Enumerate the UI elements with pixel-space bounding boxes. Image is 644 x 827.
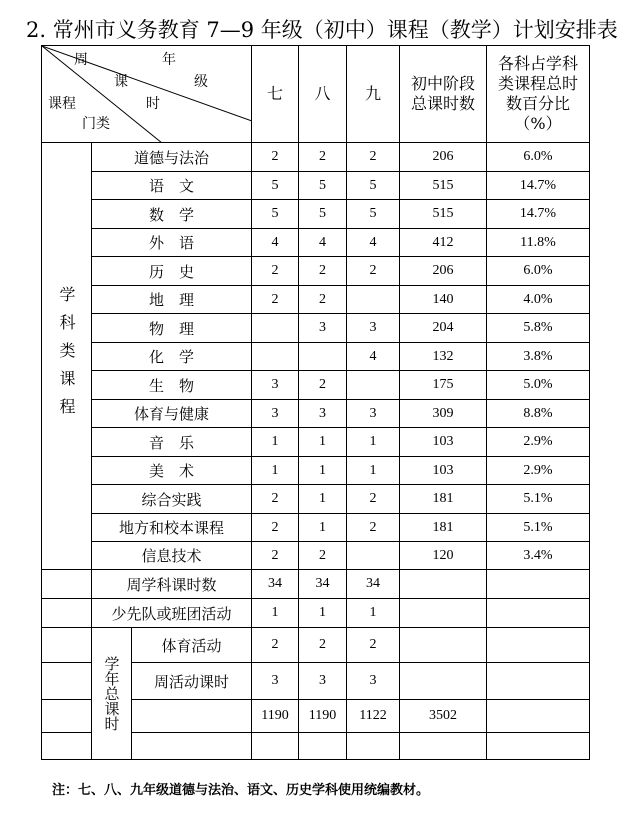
empty-cell	[42, 733, 92, 760]
grade-8-hours: 4	[299, 229, 347, 257]
grade-8-hours: 2	[299, 257, 347, 286]
subject-name: 音 乐	[92, 428, 252, 457]
grade-7-hours: 2	[252, 257, 299, 286]
overall-yearly-total: 3502	[400, 700, 487, 733]
total-hours: 181	[400, 485, 487, 514]
total-hours-header: 初中阶段总课时数	[400, 46, 487, 143]
total-hours: 175	[400, 371, 487, 400]
percent-header: 各科占学科类课程总时数百分比（%）	[487, 46, 590, 143]
total-hours: 309	[400, 400, 487, 428]
corner-label-menlei: 门类	[82, 116, 110, 132]
empty-cell	[132, 700, 252, 733]
grade-9-header: 九	[347, 46, 400, 143]
grade-9-hours: 2	[347, 485, 400, 514]
footnote: 注：七、八、九年级道德与法治、语文、历史学科使用统编教材。	[52, 783, 430, 798]
grade-9-hours: 2	[347, 257, 400, 286]
subject-name: 语 文	[92, 172, 252, 200]
total-hours: 515	[400, 172, 487, 200]
empty-cell	[487, 733, 590, 760]
grade-8-hours	[299, 343, 347, 371]
empty-cell	[487, 599, 590, 628]
pioneer-row	[42, 599, 590, 628]
grade-8-hours: 1	[299, 428, 347, 457]
total-hours: 103	[400, 457, 487, 485]
empty-cell	[132, 733, 252, 760]
empty-cell	[299, 733, 347, 760]
grade-8-hours: 1	[299, 457, 347, 485]
subject-name: 地方和校本课程	[92, 514, 252, 542]
grade-7-header: 七	[252, 46, 299, 143]
grade-7-hours: 2	[252, 143, 299, 172]
grade-8-hours: 2	[299, 286, 347, 314]
yearly-label-cell	[92, 628, 132, 760]
pe-activity-label: 体育活动	[132, 628, 252, 663]
grade-7-hours: 2	[252, 514, 299, 542]
grade-7-hours: 2	[252, 485, 299, 514]
pioneer-label: 少先队或班团活动	[92, 599, 252, 628]
percent: 5.0%	[487, 371, 590, 400]
empty-cell	[487, 663, 590, 700]
grade-7-hours: 3	[252, 400, 299, 428]
grade-7-hours: 1	[252, 457, 299, 485]
grade-9-hours: 5	[347, 200, 400, 229]
percent: 2.9%	[487, 457, 590, 485]
grade-7-hours: 2	[252, 542, 299, 570]
grade-9-hours: 2	[347, 143, 400, 172]
category-label-cell	[42, 143, 92, 570]
grade-8-hours: 1	[299, 514, 347, 542]
weekly-total-row	[42, 570, 590, 599]
grade-8-hours: 1	[299, 599, 347, 628]
empty-cell	[400, 628, 487, 663]
empty-cell	[42, 663, 92, 700]
percent: 11.8%	[487, 229, 590, 257]
empty-cell	[400, 733, 487, 760]
grade-7-hours	[252, 314, 299, 343]
percent: 14.7%	[487, 172, 590, 200]
subject-row	[42, 229, 590, 257]
grade-8-hours: 5	[299, 172, 347, 200]
pe-activity-row	[42, 628, 590, 663]
subject-name: 地 理	[92, 286, 252, 314]
grade-8-hours: 3	[299, 314, 347, 343]
weekly-activity-label: 周活动课时	[132, 663, 252, 700]
percent: 5.8%	[487, 314, 590, 343]
grade-8-hours: 34	[299, 570, 347, 599]
total-hours: 206	[400, 143, 487, 172]
subject-name: 数 学	[92, 200, 252, 229]
grade-9-hours	[347, 371, 400, 400]
grade-7-hours: 4	[252, 229, 299, 257]
percent: 5.1%	[487, 485, 590, 514]
subject-name: 外 语	[92, 229, 252, 257]
grade-7-hours: 2	[252, 286, 299, 314]
percent: 3.8%	[487, 343, 590, 371]
grade-8-hours: 2	[299, 542, 347, 570]
subject-row	[42, 172, 590, 200]
weekly-total-label: 周学科课时数	[92, 570, 252, 599]
subject-row	[42, 371, 590, 400]
grade-8-hours: 3	[299, 400, 347, 428]
diagonal-header-cell	[42, 46, 252, 143]
page-title: 2. 常州市义务教育 7—9 年级（初中）课程（教学）计划安排表	[26, 18, 618, 42]
subject-row	[42, 542, 590, 570]
total-hours: 140	[400, 286, 487, 314]
grade-7-hours: 2	[252, 628, 299, 663]
grade-9-hours: 34	[347, 570, 400, 599]
grade-7-hours: 5	[252, 172, 299, 200]
empty-cell	[487, 628, 590, 663]
grade-9-hours: 4	[347, 229, 400, 257]
percent: 4.0%	[487, 286, 590, 314]
grade-9-hours	[347, 542, 400, 570]
percent: 6.0%	[487, 143, 590, 172]
grade-8-hours: 3	[299, 663, 347, 700]
empty-cell	[400, 599, 487, 628]
curriculum-table	[41, 45, 590, 760]
subject-row	[42, 400, 590, 428]
total-hours: 132	[400, 343, 487, 371]
total-hours: 515	[400, 200, 487, 229]
grade-7-hours: 3	[252, 663, 299, 700]
grade-9-hours: 1	[347, 428, 400, 457]
subject-name: 体育与健康	[92, 400, 252, 428]
yearly-label: 学年总课时	[102, 656, 121, 731]
subject-name: 信息技术	[92, 542, 252, 570]
grade-7-hours: 5	[252, 200, 299, 229]
percent: 2.9%	[487, 428, 590, 457]
grade-8-hours: 2	[299, 628, 347, 663]
grade-8-hours: 5	[299, 200, 347, 229]
empty-cell	[42, 599, 92, 628]
total-hours: 204	[400, 314, 487, 343]
subject-name: 化 学	[92, 343, 252, 371]
total-hours: 206	[400, 257, 487, 286]
grade-9-hours: 3	[347, 314, 400, 343]
subject-name: 物 理	[92, 314, 252, 343]
empty-cell	[42, 628, 92, 663]
percent: 14.7%	[487, 200, 590, 229]
grade-7-hours: 34	[252, 570, 299, 599]
grade-9-hours: 1	[347, 599, 400, 628]
subject-row	[42, 514, 590, 542]
grade-9-hours: 2	[347, 514, 400, 542]
grade-8-hours: 2	[299, 371, 347, 400]
grade-9-hours	[347, 286, 400, 314]
grade-8-yearly: 1190	[299, 700, 347, 733]
subject-row	[42, 428, 590, 457]
subject-row	[42, 485, 590, 514]
empty-cell	[400, 663, 487, 700]
empty-cell	[487, 570, 590, 599]
grade-9-hours: 5	[347, 172, 400, 200]
grade-7-hours: 3	[252, 371, 299, 400]
subject-row	[42, 457, 590, 485]
grade-8-header: 八	[299, 46, 347, 143]
corner-label-ke: 课	[114, 74, 128, 90]
grade-7-yearly: 1190	[252, 700, 299, 733]
category-label: 学科类课程	[57, 286, 76, 426]
total-hours: 103	[400, 428, 487, 457]
total-hours: 181	[400, 514, 487, 542]
percent: 5.1%	[487, 514, 590, 542]
percent: 8.8%	[487, 400, 590, 428]
corner-label-nian: 年	[162, 52, 176, 68]
grade-9-hours: 3	[347, 663, 400, 700]
grade-9-hours: 3	[347, 400, 400, 428]
subject-name: 美 术	[92, 457, 252, 485]
corner-label-zhou: 周	[74, 52, 88, 68]
grade-9-hours: 2	[347, 628, 400, 663]
header-row	[42, 46, 590, 143]
subject-row	[42, 200, 590, 229]
grade-9-hours: 1	[347, 457, 400, 485]
empty-cell	[252, 733, 299, 760]
empty-cell	[347, 733, 400, 760]
subject-name: 历 史	[92, 257, 252, 286]
subject-row	[42, 257, 590, 286]
percent: 6.0%	[487, 257, 590, 286]
grade-9-hours: 4	[347, 343, 400, 371]
grade-9-yearly: 1122	[347, 700, 400, 733]
grade-8-hours: 2	[299, 143, 347, 172]
grade-8-hours: 1	[299, 485, 347, 514]
empty-cell	[42, 700, 92, 733]
subject-name: 综合实践	[92, 485, 252, 514]
subject-name: 生 物	[92, 371, 252, 400]
corner-label-shi: 时	[146, 96, 160, 112]
grade-7-hours: 1	[252, 599, 299, 628]
subject-row	[42, 343, 590, 371]
total-hours: 412	[400, 229, 487, 257]
grade-7-hours: 1	[252, 428, 299, 457]
empty-cell	[400, 570, 487, 599]
percent: 3.4%	[487, 542, 590, 570]
total-hours: 120	[400, 542, 487, 570]
subject-name: 道德与法治	[92, 143, 252, 172]
subject-row	[42, 314, 590, 343]
empty-cell	[487, 700, 590, 733]
corner-label-ji: 级	[194, 74, 208, 90]
subject-row	[42, 286, 590, 314]
empty-cell	[42, 570, 92, 599]
grade-7-hours	[252, 343, 299, 371]
subject-row	[42, 143, 590, 172]
corner-label-kecheng: 课程	[48, 96, 76, 112]
